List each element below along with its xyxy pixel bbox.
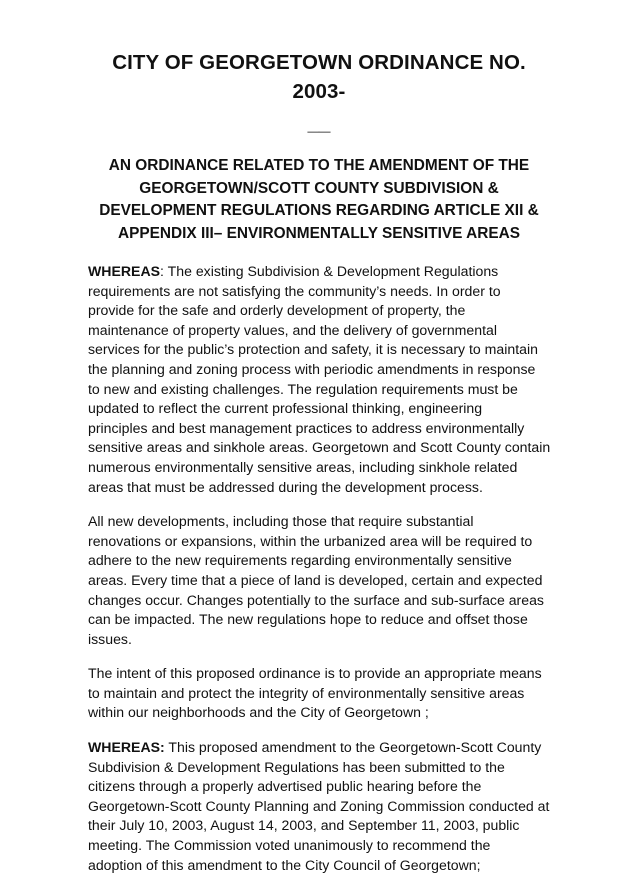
paragraph-line: meeting. The Commission voted unanimously to recommend the — [88, 837, 491, 854]
paragraph-line: maintenance of property values, and the delivery of governmental — [88, 321, 497, 338]
paragraph-line: areas. Every time that a piece of land is developed, certain and expected — [88, 571, 543, 588]
subtitle-line: GEORGETOWN/SCOTT COUNTY SUBDIVISION & — [139, 179, 499, 197]
line-text: : The existing Subdivision & Development Regulations — [160, 263, 499, 279]
paragraph-line: citizens through a properly advertised public hearing before the — [88, 778, 482, 795]
line-text: This proposed amendment to the Georgetown-Scott County — [164, 739, 542, 756]
paragraph-line — [88, 262, 550, 282]
paragraph-line: their July 10, 2003, August 14, 2003, and September 11, 2003, public — [88, 817, 520, 834]
new-developments-paragraph — [88, 512, 550, 649]
ordinance-subtitle — [88, 155, 550, 245]
intent-paragraph — [88, 664, 550, 723]
whereas-label: WHEREAS — [88, 263, 161, 279]
paragraph-line: All new developments, including those that require substantial — [88, 513, 474, 530]
subtitle-line: APPENDIX III– ENVIRONMENTALLY SENSITIVE AREAS — [118, 224, 520, 242]
paragraph-line: principles and best management practices to address environmentally — [88, 419, 525, 436]
paragraph-line: areas that must be addressed during the development process. — [88, 478, 483, 495]
paragraph-line: adoption of this amendment to the City Council of Georgetown; — [88, 856, 481, 873]
paragraph-line: Subdivision & Development Regulations has been submitted to the — [88, 758, 505, 775]
paragraph-line: sensitive areas and sinkhole areas. Georgetown and Scott County contain — [88, 439, 551, 456]
whereas-label: WHEREAS: — [88, 739, 165, 756]
paragraph-line: services for the public’s protection and safety, it is necessary to maintain — [88, 341, 538, 358]
paragraph-line: the planning and zoning process with periodic amendments in response — [88, 360, 536, 377]
paragraph-line: to new and existing challenges. The regulation requirements must be — [88, 380, 518, 397]
whereas-paragraph-1 — [88, 262, 550, 497]
paragraph-line: can be impacted. The new regulations hope to reduce and offset those — [88, 611, 528, 628]
paragraph-line: to maintain and protect the integrity of environmentally sensitive areas — [88, 684, 525, 701]
whereas-paragraph-2 — [88, 738, 550, 875]
ordinance-number-blank: __ — [307, 112, 331, 135]
subtitle-line: DEVELOPMENT REGULATIONS REGARDING ARTICLE XII & — [99, 202, 539, 219]
paragraph-line: numerous environmentally sensitive areas, including sinkhole related — [88, 458, 518, 475]
paragraph-line: changes occur. Changes potentially to the surface and sub-surface areas — [88, 591, 544, 608]
paragraph-line: updated to reflect the current professional thinking, engineering — [88, 400, 483, 417]
paragraph-line: issues. — [88, 630, 132, 647]
paragraph-line: within our neighborhoods and the City of Georgetown ; — [88, 704, 429, 721]
paragraph-line: adhere to the new requirements regarding environmentally sensitive — [88, 552, 512, 569]
paragraph-line — [88, 738, 550, 758]
paragraph-line: provide for the safe and orderly development of property, the — [88, 302, 466, 319]
paragraph-line: The intent of this proposed ordinance is to provide an appropriate means — [88, 665, 542, 682]
ordinance-title: CITY OF GEORGETOWN ORDINANCE NO. 2003- — [112, 51, 526, 103]
paragraph-line: requirements are not satisfying the community’s needs. In order to — [88, 282, 501, 299]
paragraph-line: Georgetown-Scott County Planning and Zoning Commission conducted at — [88, 797, 550, 814]
subtitle-line: AN ORDINANCE RELATED TO THE AMENDMENT OF THE — [108, 157, 530, 174]
paragraph-line: renovations or expansions, within the urbanized area will be required to — [88, 532, 533, 549]
